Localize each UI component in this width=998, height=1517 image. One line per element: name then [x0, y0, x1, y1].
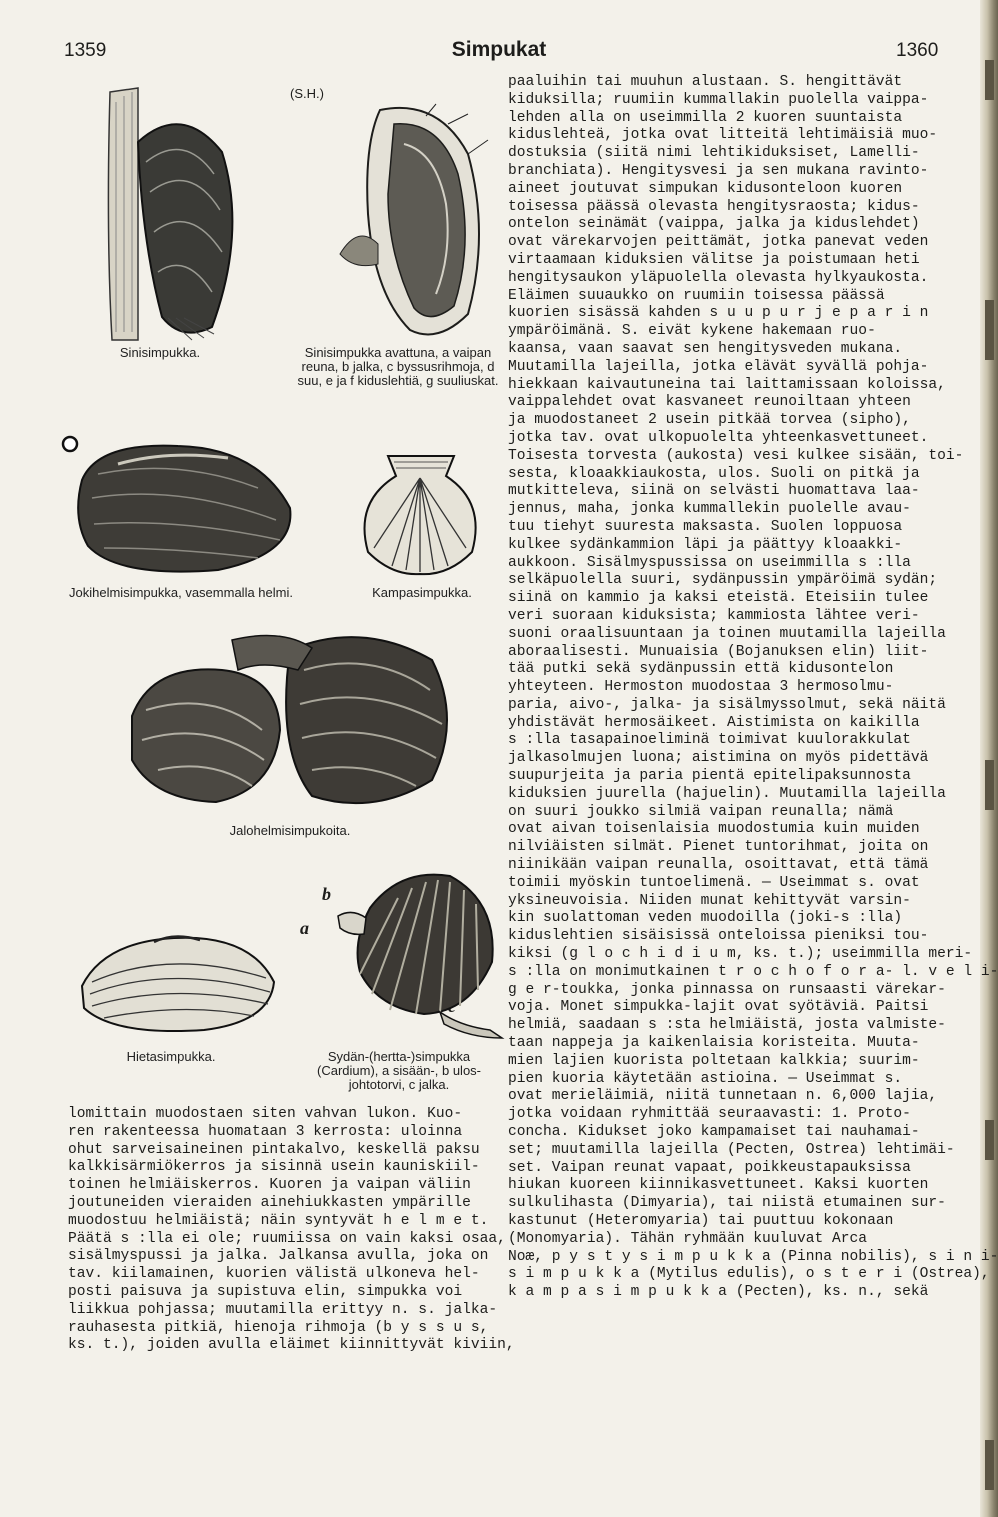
source-note: (S.H.): [290, 86, 324, 101]
mussel-on-post-illustration: [72, 82, 252, 344]
pearl-icon: [63, 437, 77, 451]
caption-pearl-oysters: Jalohelmisimpukoita.: [229, 823, 351, 838]
river-pearl-mussel-illustration: [58, 428, 308, 582]
left-column-text: lomittain muodostaen siten vahvan lukon. Kuo- ren rakenteessa huomataan 3 kerrosta: uloinna ohut sarveisaineinen pintakalvo, keskellä paksu kalkkisärmiökerros ja sisinnä usein kauniskiil- toinen helmiäiskerros. Kuoren ja vaipan väliin joutuneiden vieraiden ainehiukkasten ympärille muodostuu helmiäistä; näin syntyvät h e l m e t. Päätä s :lla ei ole; ruumiissa on vain kaksi osaa, sisälmyspussi ja jalka. Jalkansa avulla, joka on tav. kiilamainen, kuorien välistä ulkoneva hel- posti paisuva ja supistuva elin, simpukka voi liikkua pohjassa; muutamilla erittyy n. s. jalka- rauhasesta pitkiä, hienoja rihmoja (b y s s u s, ks. t.), joiden avulla eläimet kiinnittyvät kiviin,: [68, 1106, 515, 1354]
edge-mark: [985, 1440, 994, 1490]
caption-opened-mussel: Sinisimpukka avattuna, a vaipan reuna, b jalka, c byssusrihmoja, d suu, e ja f kiduslehtiä, g suuliuskat.: [297, 345, 499, 388]
running-title: Simpukat: [451, 38, 547, 61]
page-number-right: 1360: [896, 40, 939, 61]
pearl-oysters-illustration: [112, 620, 464, 820]
page-number-left: 1359: [64, 40, 107, 61]
sand-gaper-illustration: [74, 912, 280, 1044]
caption-sinisimpukka: Sinisimpukka.: [119, 345, 201, 360]
scallop-illustration: [348, 442, 494, 578]
label-a: a: [300, 918, 309, 938]
caption-scallop: Kampasimpukka.: [372, 585, 472, 600]
cockle-illustration: [330, 862, 508, 1042]
caption-sand-gaper: Hietasimpukka.: [126, 1049, 216, 1064]
label-b: b: [322, 884, 331, 904]
caption-river-pearl-mussel: Jokihelmisimpukka, vasemmalla helmi.: [69, 585, 293, 600]
caption-cockle: Sydän-(hertta-)simpukka (Cardium), a sisään-, b ulos-johtotorvi, c jalka.: [317, 1049, 481, 1092]
opened-mussel-illustration: [318, 94, 508, 344]
right-column-text: paaluihin tai muuhun alustaan. S. hengittävät kiduksilla; ruumiin kummallakin puolella vaippa- lehden alla on useimmilla 2 kuoren suuntaista kiduslehteä, jotka ovat litteitä lehtimäisiä muo- dostuksia (siitä nimi lehtikiduksiset, Lamelli- branchiata). Hengitysvesi ja sen mukana ravinto- aineet joutuvat simpukan kidusonteloon kuoren toisessa päässä olevasta hengitysraosta; kidus- ontelon seinämät (vaippa, jalka ja kiduslehdet) ovat värekarvojen peittämät, jotka panevat veden virtaamaan kiduksien välitse ja poistumaan heti hengitysaukon yläpuolella olevasta hylkyaukosta. Eläimen suuaukko on ruumiin toisessa päässä kuorien sisässä kahden s u u p u r j e p a r i n ympäröimänä. S. eivät kykene hakemaan ruo- kaansa, vaan saavat sen hengitysveden mukana. Muutamilla lajeilla, jotka elävät syvällä pohja- hiekkaan kaivautuneina tai laittamissaan koloissa, vaippalehdet ovat kasvaneet reunoiltaan yhteen ja muodostaneet 2 usein pitkää torvea (sipho), jotka tav. ovat ulkopuolelta yhteenkasvettuneet. Toisesta torvesta (aukosta) vesi kulkee sisään, toi- sesta, kloaakkiaukosta, ulos. Suoli on pitkä ja mutkitteleva, siinä on selvästi huomattava laa- jennus, maha, jonka kummallekin puolelle avau- tuu tiehyt suuresta maksasta. Suolen loppuosa kulkee sydänkammion läpi ja päättyy kloaakki- aukkoon. Sisälmyspussissa on useimmilla s :lla selkäpuolella suuri, sydänpussin ympäröimä sydän; siinä on kammio ja kaksi eteistä. Eteisiin tulee veri suoraan kiduksista; kammiosta lähtee veri- suoni oraalisuuntaan ja toinen muutamilla lajeilla aboraalisesti. Munuaisia (Bojanuksen elin) liit- tää putki sekä sydänpussin että kidusontelon yhteyteen. Hermoston muodostaa 3 hermosolmu- paria, aivo-, jalka- ja sisälmyssolmut, sekä näitä yhdistävät hermosäikeet. Aistimista on kaikilla s :lla tasapainoeliminä toimivat kuulorakkulat jalkasolmujen luona; aistimina on myös pidettävä suupurjeita ja paria pientä epitelipaksunnosta kiduksien juurella (hajuelin). Muutamilla lajeilla on suuri joukko silmiä vaipan reunalla; nämä ovat aivan toisenlaisia muodostumia kuin muiden nilviäisten silmät. Pienet tuntorihmat, joita on niinikään vaipan reunalla, osoittavat, että tämä toimii myöskin tuntoelimenä. — Useimmat s. ovat yksineuvoisia. Niiden munat kehittyvät varsin- kin suolattoman veden muodoilla (joki-s :lla) kiduslehtien sisäisissä onteloissa pieniksi tou- kiksi (g l o c h i d i u m, ks. t.); useimmilla meri- s :lla on monimutkainen t r o c h o f o r a- l. v e l i- g e r-toukka, jonka pinnassa on runsaasti värekar- voja. Monet simpukka-lajit ovat syötäviä. Paitsi helmiä, saadaan s :sta helmiäistä, josta valmiste- taan nappeja ja kaikenlaisia koristeita. Muuta- mien lajien kuorista poltetaan kalkkia; suurim- pien kuoria käytetään astioina. — Useimmat s. ovat merieläimiä, niitä tunnetaan n. 6,000 lajia, jotka voidaan ryhmittää seuraavasti: 1. Proto- concha. Kidukset joko kampamaiset tai nauhamai- set; muutamilla lajeilla (Pecten, Ostrea) lehtimäi- set. Vaipan reunat vapaat, poikkeustapauksissa hiukan kuoreen kiinnikasvettuneet. Kaksi kuorten sulkulihasta (Dimyaria), tai niistä etumainen sur- kastunut (Heteromyaria) tai puuttuu kokonaan (Monomyaria). Tähän ryhmään kuuluvat Arca Noæ, p y s t y s i m p u k k a (Pinna nobilis), s i n i- s i m p u k k a (Mytilus edulis), o s t e r i (Ostrea), k a m p a s i m p u k k a (Pecten), ks. n., sekä: [508, 74, 998, 1301]
